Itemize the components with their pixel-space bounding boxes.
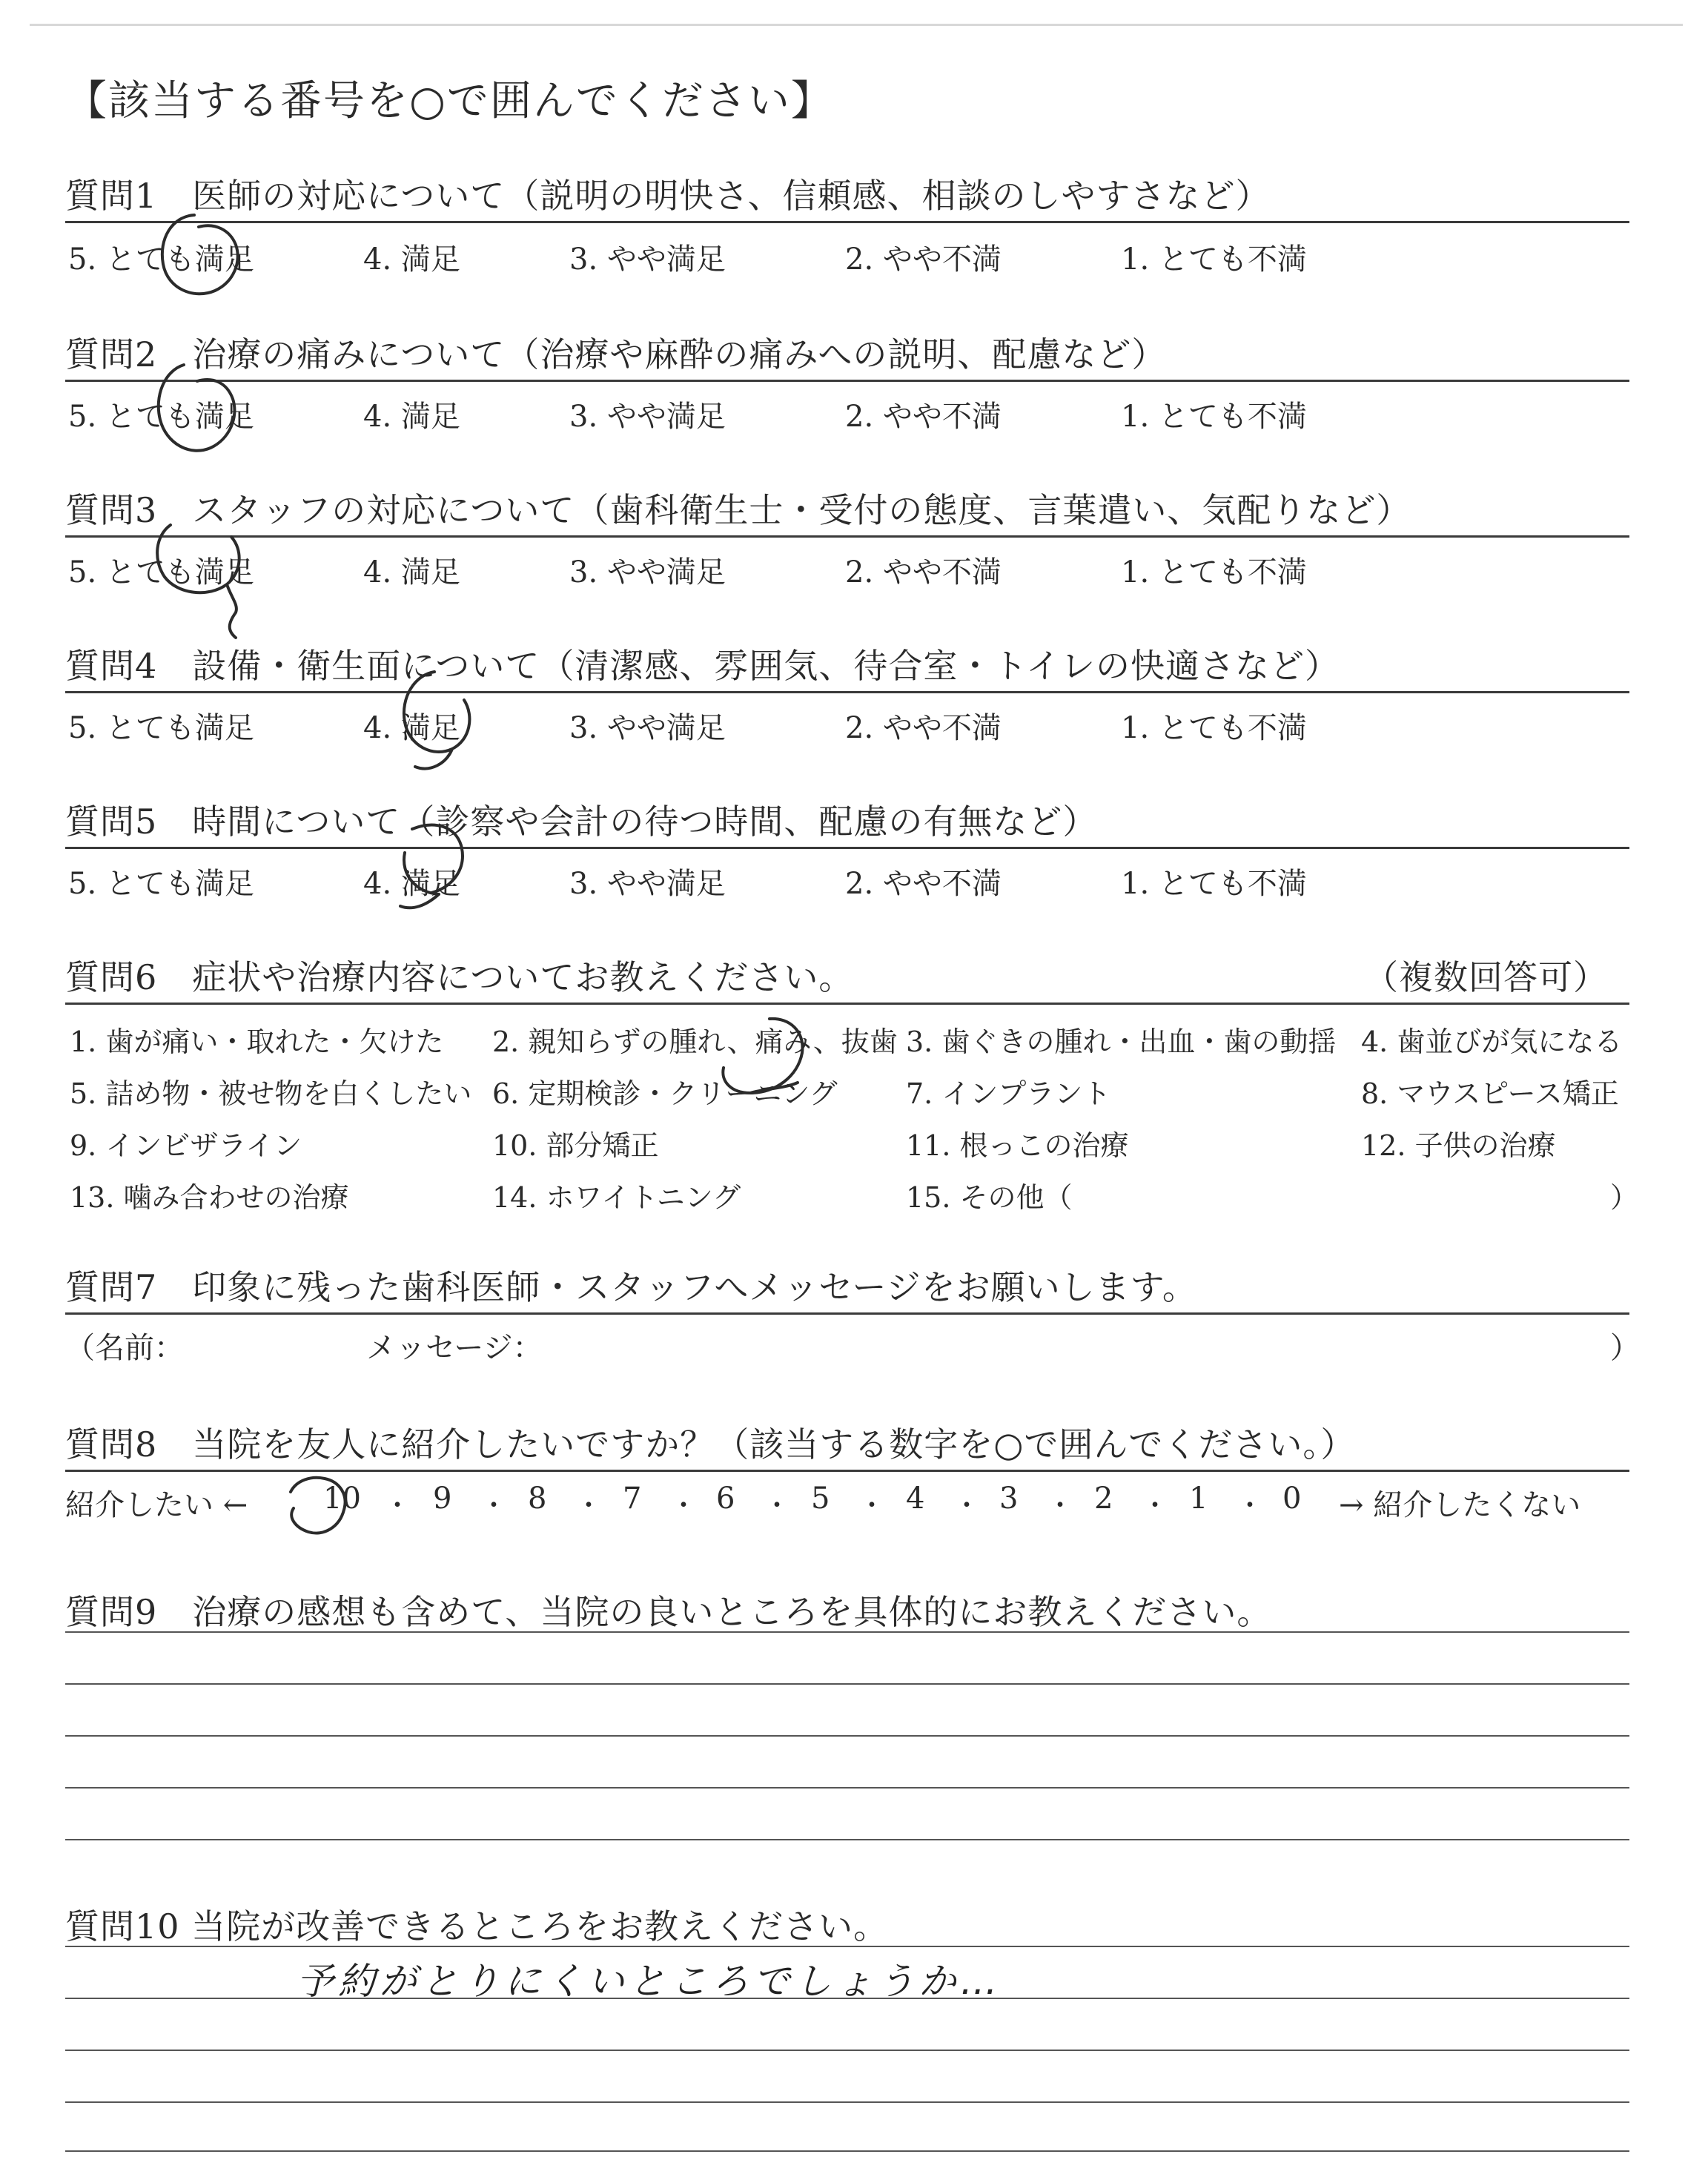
question-2-heading: 質問2 治療の痛みについて（治療や麻酔の痛みへの説明、配慮など）: [65, 334, 1167, 374]
q8-score-3[interactable]: 3: [999, 1482, 1019, 1516]
q3-option-4[interactable]: 4. 満足: [363, 555, 460, 589]
q1-option-5[interactable]: 5. とても満足: [68, 242, 254, 277]
q8-score-4[interactable]: 4: [906, 1482, 925, 1516]
q6-item-4[interactable]: 4. 歯並びが気になる: [1361, 1025, 1623, 1058]
question-6-rule: [65, 1003, 1629, 1005]
q8-separator: ・: [480, 1490, 508, 1521]
q8-score-7[interactable]: 7: [623, 1482, 642, 1516]
q8-separator: ・: [764, 1490, 791, 1521]
q5-option-1[interactable]: 1. とても不満: [1121, 867, 1307, 901]
q6-item-10[interactable]: 10. 部分矯正: [492, 1129, 659, 1162]
question-4-heading: 質問4 設備・衛生面について（清潔感、雰囲気、待合室・トイレの快適さなど）: [65, 646, 1340, 686]
q8-score-8[interactable]: 8: [528, 1482, 547, 1516]
q6-item-7[interactable]: 7. インプラント: [906, 1077, 1111, 1110]
q8-score-5[interactable]: 5: [811, 1482, 830, 1516]
q1-option-4[interactable]: 4. 満足: [363, 242, 460, 277]
question-1-heading: 質問1 医師の対応について（説明の明快さ、信頼感、相談のしやすさなど）: [65, 176, 1271, 216]
q5-option-5[interactable]: 5. とても満足: [68, 867, 254, 901]
q3-option-5[interactable]: 5. とても満足: [68, 555, 254, 589]
q9-answer-line[interactable]: [65, 1839, 1629, 1840]
question-6-note: （複数回答可）: [1364, 957, 1608, 997]
q2-option-2[interactable]: 2. やや不満: [845, 400, 1002, 434]
question-8-rule: [65, 1470, 1629, 1472]
q3-option-1[interactable]: 1. とても不満: [1121, 555, 1307, 589]
q6-item-2[interactable]: 2. 親知らずの腫れ、痛み、抜歯: [492, 1025, 898, 1058]
q4-option-1[interactable]: 1. とても不満: [1121, 711, 1307, 745]
q6-item-9[interactable]: 9. インビザライン: [70, 1129, 302, 1162]
q8-left-label: 紹介したい ←: [65, 1488, 248, 1522]
q8-score-2[interactable]: 2: [1094, 1482, 1113, 1516]
q9-answer-line[interactable]: [65, 1631, 1629, 1633]
q2-option-5[interactable]: 5. とても満足: [68, 400, 254, 434]
question-5-rule: [65, 847, 1629, 849]
q8-separator: ・: [1047, 1490, 1074, 1521]
question-3-heading: 質問3 スタッフの対応について（歯科衛生士・受付の態度、言葉遣い、気配りなど）: [65, 490, 1411, 530]
q1-option-1[interactable]: 1. とても不満: [1121, 242, 1307, 277]
question-7-heading: 質問7 印象に残った歯科医師・スタッフへメッセージをお願いします。: [65, 1267, 1197, 1307]
q6-item-1[interactable]: 1. 歯が痛い・取れた・欠けた: [70, 1025, 444, 1058]
q8-right-label: → 紹介したくない: [1339, 1488, 1581, 1522]
q8-score-0[interactable]: 0: [1282, 1482, 1302, 1516]
scan-top-edge: [30, 24, 1683, 26]
q6-item-5[interactable]: 5. 詰め物・被せ物を白くしたい: [70, 1077, 472, 1110]
q9-answer-line[interactable]: [65, 1735, 1629, 1737]
q2-option-1[interactable]: 1. とても不満: [1121, 400, 1307, 434]
q6-item-13[interactable]: 13. 噛み合わせの治療: [70, 1181, 349, 1214]
q6-item-8[interactable]: 8. マウスピース矯正: [1361, 1077, 1619, 1110]
q8-score-9[interactable]: 9: [433, 1482, 452, 1516]
q6-item-15[interactable]: 15. その他（: [906, 1181, 1073, 1214]
q6-item-14[interactable]: 14. ホワイトニング: [492, 1181, 741, 1214]
q5-option-2[interactable]: 2. やや不満: [845, 867, 1002, 901]
q8-separator: ・: [858, 1490, 886, 1521]
q4-option-3[interactable]: 3. やや満足: [569, 711, 726, 745]
q10-answer-line[interactable]: [65, 1946, 1629, 1947]
q8-separator: ・: [384, 1490, 411, 1521]
question-1-rule: [65, 221, 1629, 223]
q4-option-2[interactable]: 2. やや不満: [845, 711, 1002, 745]
q8-separator: ・: [670, 1490, 698, 1521]
q7-message-label: メッセージ：: [366, 1331, 543, 1365]
q5-option-3[interactable]: 3. やや満足: [569, 867, 726, 901]
question-6-heading: 質問6 症状や治療内容についてお教えください。: [65, 957, 854, 997]
q6-item-6[interactable]: 6. 定期検診・クリーニング: [492, 1077, 838, 1110]
q3-option-2[interactable]: 2. やや不満: [845, 555, 1002, 589]
q10-answer-line[interactable]: [65, 2101, 1629, 2103]
q5-option-4[interactable]: 4. 満足: [363, 867, 460, 901]
question-5-heading: 質問5 時間について（診察や会計の待つ時間、配慮の有無など）: [65, 802, 1098, 842]
q8-score-1[interactable]: 1: [1189, 1482, 1208, 1516]
q8-separator: ・: [1237, 1490, 1264, 1521]
question-10-heading: 質問10 当院が改善できるところをお教えください。: [65, 1906, 889, 1946]
q6-item-11[interactable]: 11. 根っこの治療: [906, 1129, 1129, 1162]
q9-answer-line[interactable]: [65, 1787, 1629, 1789]
question-8-heading: 質問8 当院を友人に紹介したいですか？（該当する数字を○で囲んでください。）: [65, 1424, 1356, 1464]
q4-option-4[interactable]: 4. 満足: [363, 711, 460, 745]
q2-option-4[interactable]: 4. 満足: [363, 400, 460, 434]
q2-option-3[interactable]: 3. やや満足: [569, 400, 726, 434]
q1-option-3[interactable]: 3. やや満足: [569, 242, 726, 277]
q6-other-close-paren: ）: [1610, 1181, 1639, 1214]
q8-score-10[interactable]: 10: [323, 1482, 361, 1516]
page-title: 【該当する番号を○で囲んでください】: [65, 77, 834, 125]
q10-answer-line[interactable]: [65, 2050, 1629, 2051]
q6-item-3[interactable]: 3. 歯ぐきの腫れ・出血・歯の動揺: [906, 1025, 1337, 1058]
q10-answer-line[interactable]: [65, 2150, 1629, 2152]
q8-separator: ・: [1142, 1490, 1169, 1521]
question-4-rule: [65, 691, 1629, 693]
q1-option-2[interactable]: 2. やや不満: [845, 242, 1002, 277]
question-9-heading: 質問9 治療の感想も含めて、当院の良いところを具体的にお教えください。: [65, 1592, 1272, 1632]
q8-separator: ・: [953, 1490, 981, 1521]
q8-separator: ・: [575, 1490, 603, 1521]
q6-item-12[interactable]: 12. 子供の治療: [1361, 1129, 1556, 1162]
question-7-rule: [65, 1312, 1629, 1315]
q10-handwritten-answer: 予約がとりにくいところでしょうか…: [297, 1960, 1002, 2003]
q9-answer-line[interactable]: [65, 1683, 1629, 1685]
q7-close-paren: ）: [1610, 1331, 1640, 1365]
question-3-rule: [65, 535, 1629, 538]
q3-option-3[interactable]: 3. やや満足: [569, 555, 726, 589]
q4-option-5[interactable]: 5. とても満足: [68, 711, 254, 745]
question-2-rule: [65, 380, 1629, 382]
q8-score-6[interactable]: 6: [716, 1482, 735, 1516]
q7-name-label: （名前：: [65, 1331, 184, 1365]
